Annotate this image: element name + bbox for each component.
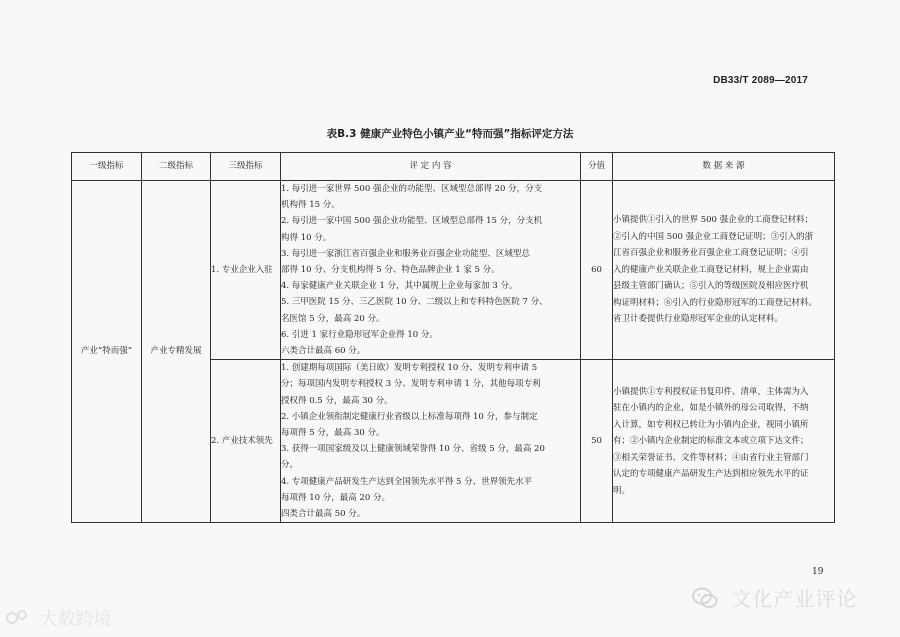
source-line: 县级主管部门确认；⑤引入的等级医院及相应医疗机 [613, 281, 809, 292]
content-line: 每项得 10 分，最高 20 分。 [281, 492, 390, 503]
source-line: 认定的专项健康产品研发生产达到相应领先水平的证 [613, 469, 809, 479]
content-line: 四类合计最高 50 分。 [281, 509, 366, 520]
brand-logo-icon [6, 608, 30, 633]
content-line: 3. 获得一项国家级及以上健康领域荣誉得 10 分、省级 5 分，最高 20 [281, 444, 545, 455]
source-line: 小镇提供①专利授权证书复印件、清单，主体需为入 [613, 386, 809, 397]
content-line: 4. 每家健康产业关联企业 1 分，其中属规上企业每家加 3 分。 [281, 281, 518, 292]
source-line: ③相关荣誉证书、文件等材料；④由省行业主管部门 [613, 452, 809, 463]
watermark-left [6, 605, 112, 633]
table-header-row [72, 153, 835, 181]
source-line: 江省百强企业和服务业百强企业工商登记证明；④引 [613, 248, 809, 259]
content-line: 1. 每引进一家世界 500 强企业的功能型、区域型总部得 20 分，分支 [281, 184, 543, 194]
source-line: 入的健康产业关联企业工商登记材料，规上企业需由 [613, 264, 809, 275]
header-level2: 二级指标 [142, 153, 211, 181]
header-level3: 三级指标 [211, 153, 281, 181]
content-line: 分。 [281, 460, 299, 471]
content-line: 六类合计最高 60 分。 [281, 346, 366, 357]
level2-cell: 产业专精发展 [142, 181, 211, 523]
source-cell [613, 181, 835, 360]
header-content: 评 定 内 容 [281, 153, 581, 181]
evaluation-table [71, 152, 835, 523]
source-cell [613, 360, 835, 523]
level1-cell: 产业“特而强” [72, 181, 142, 523]
content-line: 4. 专项健康产品研发生产达到全国领先水平得 5 分、世界领先水平 [281, 476, 533, 487]
header-source: 数 据 来 源 [613, 153, 835, 181]
content-cell [281, 181, 581, 360]
wechat-logo-icon [692, 587, 718, 614]
source-line: 有；②小镇内企业制定的标准文本或立项下达文件； [613, 436, 809, 446]
table-row [72, 181, 835, 360]
table-title: 表B.3 健康产业特色小镇产业“特而强”指标评定方法 [326, 128, 574, 140]
content-line: 部得 10 分、分支机构得 5 分、特色品牌企业 1 家 5 分。 [281, 265, 500, 276]
content-line: 授权得 0.5 分，最高 30 分。 [281, 395, 393, 406]
source-line: 明。 [613, 485, 631, 496]
document-code: DB33/T 2089—2017 [713, 75, 808, 86]
content-line: 机构得 15 分。 [281, 200, 340, 211]
content-line: 5. 三甲医院 15 分、三乙医院 10 分、二级以上和专科特色医院 7 分、 [281, 297, 548, 308]
content-line: 每项得 5 分，最高 30 分。 [281, 428, 385, 439]
source-line: 驻在小镇内的企业，如是小镇外的母公司取得，不纳 [613, 403, 809, 413]
content-line: 2. 每引进一家中国 500 强企业功能型、区域型总部得 15 分，分支机 [281, 216, 543, 227]
source-line: 小镇提供①引入的世界 500 强企业的工商登记材料； [613, 215, 814, 226]
score-cell: 50 [581, 360, 613, 523]
level3-cell: 2. 产业技术领先 [211, 360, 281, 523]
content-cell [281, 360, 581, 523]
page-number: 19 [812, 567, 824, 577]
level3-cell: 1. 专业企业入驻 [211, 181, 281, 360]
content-line: 名医馆 5 分，最高 20 分。 [281, 313, 385, 324]
watermark-right [692, 583, 857, 614]
content-line: 1. 创建期每项国际（美日欧）发明专利授权 10 分、发明专利申请 5 [281, 363, 538, 374]
content-line: 2. 小镇企业领衔制定健康行业省级以上标准每项得 10 分，参与制定 [281, 411, 538, 422]
watermark-left-text: 大数跨境 [39, 609, 112, 630]
content-line: 分；每项国内发明专利授权 3 分、发明专利申请 1 分，其他每项专利 [281, 379, 541, 390]
header-score: 分值 [581, 153, 613, 181]
watermark-right-text: 文化产业评论 [731, 587, 858, 611]
content-line: 3. 每引进一家浙江省百强企业和服务业百强企业功能型、区域型总 [281, 248, 530, 259]
source-line: ②引入的中国 500 强企业工商登记证明；③引入的浙 [613, 231, 814, 242]
header-level1: 一级指标 [72, 153, 142, 181]
content-line: 6. 引进 1 家行业隐形冠军企业得 10 分。 [281, 329, 438, 340]
source-line: 构证明材料；⑥引入的行业隐形冠军的工商登记材料。 [613, 297, 818, 308]
source-line: 入计算，如专利权已转让为小镇内企业，视同小镇所 [613, 419, 809, 430]
content-line: 构得 10 分。 [281, 232, 332, 243]
source-line: 省卫计委提供行业隐形冠军企业的认定材料。 [613, 314, 784, 325]
score-cell: 60 [581, 181, 613, 360]
